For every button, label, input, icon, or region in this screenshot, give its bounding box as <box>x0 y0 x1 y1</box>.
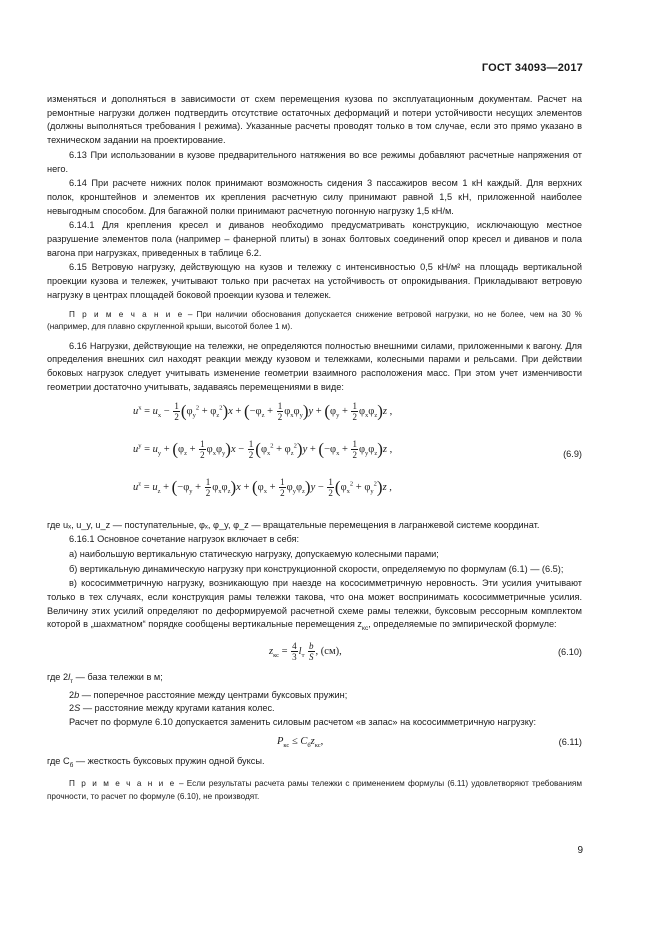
paragraph-6-16: 6.16 Нагрузки, действующие на тележки, не определяются полностью внешними силами, приложенными к вагону. Для определения внешних сил находят реакции между кузовом и тележками, колесными парами и рельсами. При действии боковых нагрузок следует учитывать изменение геометрии взаимного расположения масс. При этом учет изменчивости геометрии достаточно учитывать, задаваясь перемещениями в виде: <box>47 340 582 392</box>
where-stiffness <box>47 755 582 773</box>
note-2-label: П р и м е ч а н и е <box>69 779 176 789</box>
paragraph-calc: Расчет по формуле 6.10 допускается заменить силовым расчетом «в запас» на кососимметричную нагрузку: <box>69 716 536 727</box>
equation-6-10 <box>47 637 582 671</box>
where-base <box>47 671 582 689</box>
equation-ux: $u^x = u_x$ − $\frac{1}{2}$ $(\varphi_y^2 + \varphi_z^2)x + (-\varphi_z$ + $\frac{1}{2}$ $\varphi_x\varphi_y)y + (\varphi_y$ + $\frac{1}{2}$ $\varphi_x\varphi_z)z$ , <box>133 400 393 422</box>
equation-number-6-9: (6.9) <box>563 448 582 459</box>
equation-6-10-body: $z_{кс}$ = $\frac{4}{3}$ $l_т$ $\frac{b}{S}$ , (см), <box>269 641 342 662</box>
where-stiffness-start: где C <box>47 755 70 766</box>
equation-6-11-body: $P_{кс} \le C_бz_{кс}$, <box>277 735 324 749</box>
list-item-b: б) вертикальную динамическую нагрузку при конструкционной скорости, определяемую по формулам (6.1) — (6.5); <box>69 563 564 574</box>
list-item-a: а) наибольшую вертикальную статическую нагрузку, допускаемую колесными парами; <box>69 548 439 559</box>
equation-6-10-unit: , (см), <box>315 645 342 657</box>
note-label: П р и м е ч а н и е <box>69 309 184 319</box>
note-text: – При наличии обоснования допускается снижение ветровой нагрузки, но не более, чем на 30 % (например, для плавно скругленной крыши, высотой более 1 м). <box>47 309 582 332</box>
list-item-c-sub: кс <box>362 625 369 633</box>
equation-uy: $u^y = u_y + (\varphi_z$ + $\frac{1}{2}$ $\varphi_x\varphi_y)x$ − $\frac{1}{2}$ $(\varphi_x^2 + \varphi_z^2)y + (-\varphi_x$ + $\frac{1}{2}$ $\varphi_y\varphi_z)z$ , <box>133 438 393 460</box>
paragraph-6-14: 6.14 При расчете нижних полок принимают возможность сидения 3 пассажиров весом 1 кН каждый. Для верхних полок, кронштейнов и элементов их крепления расчетную силу принимают равной 1,5 кН, приложенной наиболее невыгодным способом. Для багажной полки принимают расчетную погонную нагрузку 1,5 кН/м. <box>47 178 582 216</box>
list-item-c-end: , определяемые по эмпирической формуле: <box>368 619 557 630</box>
where-base-sub: т <box>70 677 74 685</box>
paragraph-6-16-1: 6.16.1 Основное сочетание нагрузок включает в себя: <box>69 534 300 545</box>
list-item-c-text: в) кососимметричную нагрузку, возникающую при наезде на кососимметричную неровность. Эти усилия учитывают только в тех случаях, если конструкция рамы тележки такова, что она может воспринимать кососимметричные усилия. Величину этих усилий определяют по деформируемой расчетной схеме рамы тележки, буксовым рессорным комплектом которой в „шахматном“ порядке сообщены вертикальные перемещения z <box>47 578 582 630</box>
where-stiffness-sub: б <box>69 761 74 769</box>
note-2 <box>47 778 582 803</box>
page-number: 9 <box>577 845 583 856</box>
page-content <box>47 93 582 809</box>
paragraph-6-15: 6.15 Ветровую нагрузку, действующую на кузов и тележку с интенсивностью 0,5 кН/м² на площадь вертикальной проекции кузова и тележек, учитывают только при расчетах на устойчивость от опрокидывания. Прикладывают ветровую нагрузку в центрах площадей боковой проекции кузова и тележек. <box>47 262 582 300</box>
equation-6-9 <box>47 399 582 517</box>
equation-number-6-10: (6.10) <box>557 647 582 657</box>
note-2-text: – Если результаты расчета рамы тележки с применением формулы (6.11) удовлетворяют требованиям прочности, то расчет по формуле (6.10), не производят. <box>47 779 582 801</box>
equation-number-6-11: (6.11) <box>558 736 582 747</box>
equation-6-11 <box>47 731 582 755</box>
paragraph-6-14-1: 6.14.1 Для крепления кресел и диванов необходимо предусматривать конструкцию, исключающую местное разрушение элементов пола (например – фанерной плиты) в зонах болтовых соединений опор кресел и диванов и пола вагона при нагрузках, приведенных в таблице 6.2. <box>47 220 582 258</box>
paragraph-6-13: 6.13 При использовании в кузове предварительного натяжения во все режимы добавляют расчетные напряжения от него. <box>47 149 582 174</box>
where-base-end: — база тележки в м; <box>73 672 163 682</box>
definition-2s: 2S — расстояние между кругами катания колес. <box>69 703 275 714</box>
definition-2s-text: — расстояние между кругами катания колес. <box>80 703 275 714</box>
note-1 <box>47 309 582 334</box>
where-displacements: где uₓ, u_y, u_z — поступательные, φₓ, φ_y, φ_z — вращательные перемещения в лагранжевой системе координат. <box>47 519 540 530</box>
definition-2b-text: — поперечное расстояние между центрами буксовых пружин; <box>79 689 348 700</box>
standard-header: ГОСТ 34093—2017 <box>481 62 583 74</box>
where-base-var: l <box>68 672 71 682</box>
list-item-c <box>47 577 582 636</box>
where-base-start: где 2 <box>47 672 69 682</box>
equation-uz: $u^z = u_z + (-\varphi_y$ + $\frac{1}{2}$ $\varphi_x\varphi_z)x + (\varphi_x$ + $\frac{1}{2}$ $\varphi_y\varphi_z)y$ − $\frac{1}{2}$ $(\varphi_x^2 + \varphi_y^2)z$ , <box>133 476 392 498</box>
definition-2b: 2b — поперечное расстояние между центрами буксовых пружин; <box>69 689 348 700</box>
where-stiffness-end: — жесткость буксовых пружин одной буксы. <box>73 755 265 766</box>
paragraph-continued: изменяться и дополняться в зависимости от схем перемещения кузова по эксплуатационным документам. Расчет на ремонтные нагрузки должен подтвердить отсутствие остаточных деформаций и потери устойчивости несущих элементов (должны выполняться требования I режима). Указанные расчеты проводят только в том случае, если это прямо указано в техническом задании на проектирование. <box>47 94 582 146</box>
